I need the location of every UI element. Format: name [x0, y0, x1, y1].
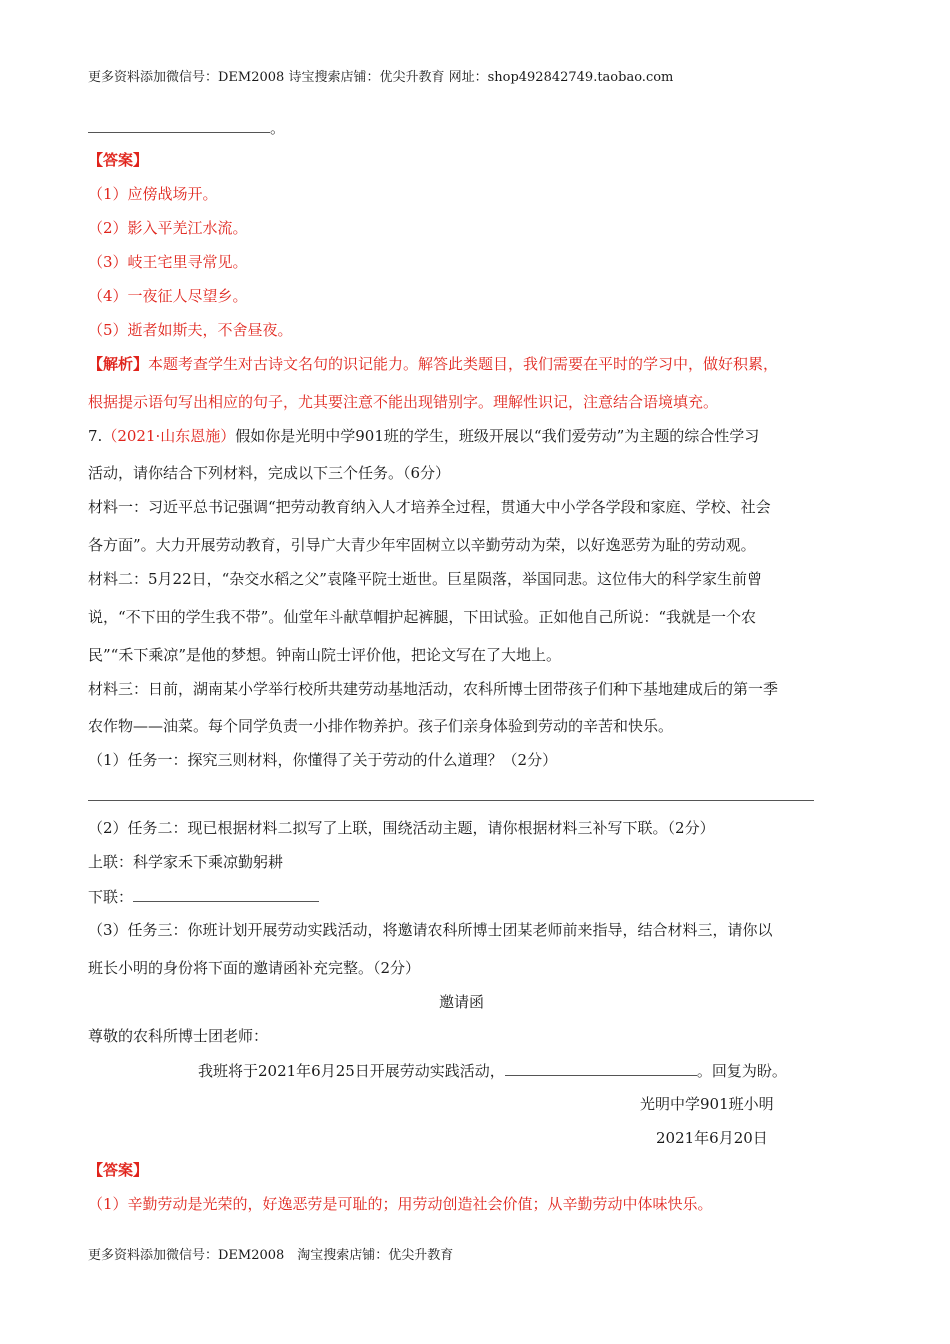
question-source: （2021·山东恩施） [102, 427, 236, 445]
couplet-upper: 上联：科学家禾下乘凉勤躬耕 [88, 853, 284, 871]
fill-blank [88, 117, 270, 133]
couplet-lower [88, 886, 319, 907]
analysis-label: 【解析】 [88, 355, 149, 373]
material-1-line-2: 各方面”。大力开展劳动教育，引导广大青少年牢固树立以辛勤劳动为荣，以好逸恶劳为耻的劳动观。 [88, 536, 756, 554]
letter-salutation: 尊敬的农科所博士团老师： [88, 1027, 269, 1045]
page-header: 更多资料添加微信号：DEM2008 诗宝搜索店铺：优尖升教育 网址：shop492842749.taobao.com [88, 70, 674, 85]
letter-body-text: 我班将于2021年6月25日开展劳动实践活动， [198, 1062, 505, 1080]
answer-item: （1）应傍战场开。 [88, 185, 218, 203]
answer-item: （2）影入平羌江水流。 [88, 219, 248, 237]
blank-end-punct: 。 [270, 119, 286, 137]
analysis-text: 本题考查学生对古诗文名句的识记能力。解答此类题目，我们需要在平时的学习中，做好积累， [148, 355, 779, 373]
material-2-line-1: 材料二：5月22日，“杂交水稻之父”袁隆平院士逝世。巨星陨落，举国同悲。这位伟大的科学家生前曾 [88, 570, 762, 588]
answer-label: 【答案】 [88, 151, 149, 169]
task-3-line-1: （3）任务三：你班计划开展劳动实践活动，将邀请农科所博士团某老师前来指导，结合材料三，请你以 [88, 921, 773, 939]
answer-item: （1）辛勤劳动是光荣的，好逸恶劳是可耻的；用劳动创造社会价值；从辛勤劳动中体味快乐。 [88, 1195, 713, 1213]
material-1-line-1: 材料一：习近平总书记强调“把劳动教育纳入人才培养全过程，贯通大中小学各学段和家庭、学校、社会 [88, 498, 771, 516]
question-7-line-2: 活动，请你结合下列材料，完成以下三个任务。（6分） [88, 464, 451, 482]
question-text: 假如你是光明中学901班的学生，班级开展以“我们爱劳动”为主题的综合性学习 [235, 427, 760, 445]
question-number: 7. [88, 427, 103, 445]
page-footer: 更多资料添加微信号：DEM2008 淘宝搜索店铺：优尖升教育 [88, 1248, 454, 1263]
fill-blank [505, 1060, 697, 1076]
analysis-line-1 [88, 354, 778, 374]
letter-body-end: 。回复为盼。 [696, 1062, 787, 1080]
fill-blank [133, 886, 319, 902]
answer-item: （5）逝者如斯夫，不舍昼夜。 [88, 321, 293, 339]
material-3-line-2: 农作物——油菜。每个同学负责一小排作物养护。孩子们亲身体验到劳动的辛苦和快乐。 [88, 717, 674, 735]
letter-body [198, 1060, 787, 1081]
analysis-line-2: 根据提示语句写出相应的句子，尤其要注意不能出现错别字。理解性识记，注意结合语境填充。 [88, 393, 719, 411]
material-2-line-3: 民”“禾下乘凉”是他的梦想。钟南山院士评价他，把论文写在了大地上。 [88, 646, 562, 664]
answer-line [88, 800, 814, 801]
answer-item: （3）岐王宅里寻常见。 [88, 253, 248, 271]
letter-signature: 光明中学901班小明 [640, 1095, 774, 1113]
couplet-lower-label: 下联： [88, 888, 134, 906]
answer-item: （4）一夜征人尽望乡。 [88, 287, 248, 305]
task-3-line-2: 班长小明的身份将下面的邀请函补充完整。（2分） [88, 959, 421, 977]
material-3-line-1: 材料三：日前，湖南某小学举行校所共建劳动基地活动，农科所博士团带孩子们种下基地建成后的第一季 [88, 680, 779, 698]
answer-label: 【答案】 [88, 1161, 149, 1179]
question-7-line-1 [88, 426, 759, 446]
task-2: （2）任务二：现已根据材料二拟写了上联，围绕活动主题，请你根据材料三补写下联。（2分） [88, 819, 715, 837]
previous-answer-blank [88, 117, 285, 138]
task-1: （1）任务一：探究三则材料，你懂得了关于劳动的什么道理？（2分） [88, 751, 558, 769]
letter-title: 邀请函 [439, 993, 485, 1011]
material-2-line-2: 说，“不下田的学生我不带”。仙堂年斗献草帽护起裤腿，下田试验。正如他自己所说：“我就是一个农 [88, 608, 757, 626]
letter-date: 2021年6月20日 [656, 1129, 768, 1147]
